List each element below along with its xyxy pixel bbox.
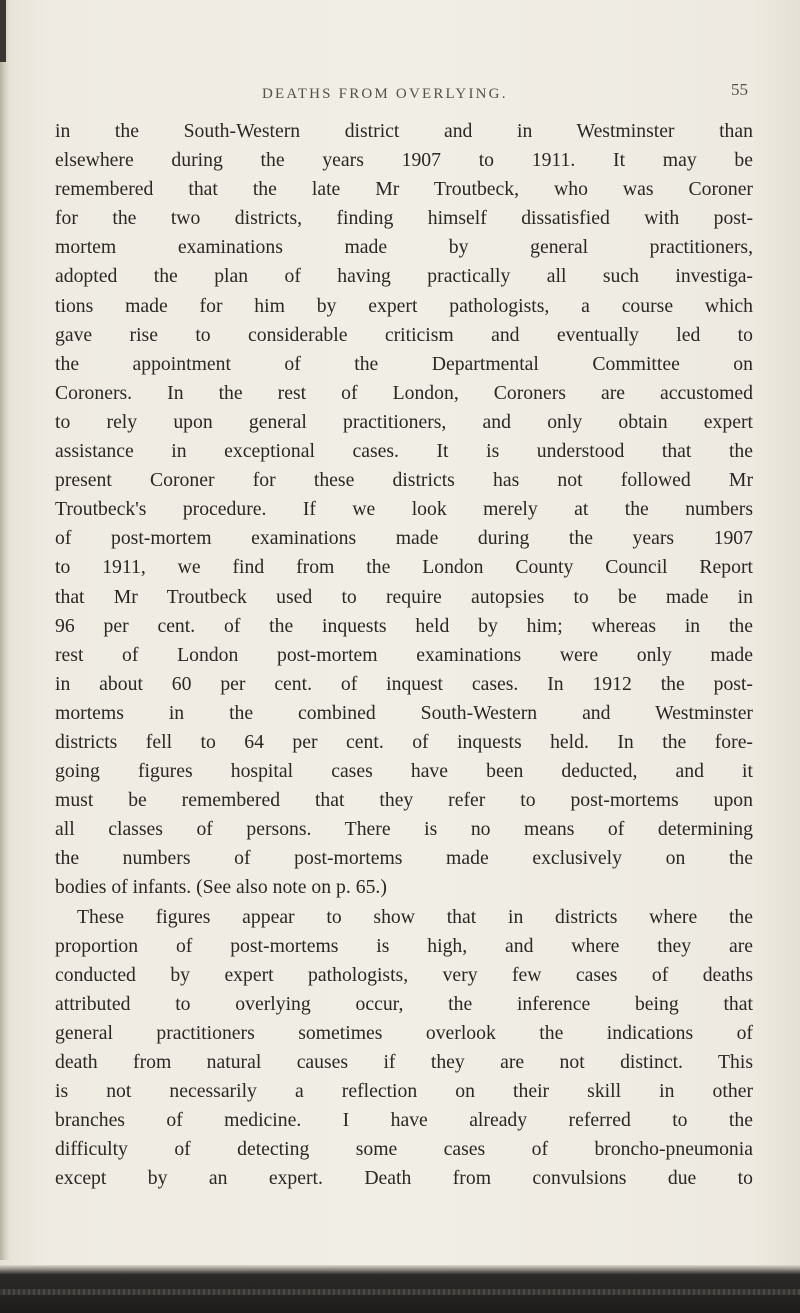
text-line: Coroners. In the rest of London, Coroners are accustomed [55, 381, 753, 404]
text-line: all classes of persons. There is no means of determining [55, 818, 753, 841]
text-line: attributed to overlying occur, the inference being that [55, 992, 753, 1015]
body-text [55, 117, 753, 1193]
text-line: assistance in exceptional cases. It is understood that the [55, 440, 753, 463]
text-line: elsewhere during the years 1907 to 1911. It may be [55, 149, 753, 172]
scan-bottom-stripe [0, 1289, 800, 1295]
text-line: the appointment of the Departmental Committee on [55, 352, 753, 375]
text-line: gave rise to considerable criticism and eventually led to [55, 323, 753, 346]
text-line: general practitioners sometimes overlook the indications of [55, 1021, 753, 1044]
text-line: except by an expert. Death from convulsions due to [55, 1167, 753, 1190]
text-line: conducted by expert pathologists, very few cases of deaths [55, 963, 753, 986]
running-head: DEATHS FROM OVERLYING. [262, 86, 508, 102]
text-line: is not necessarily a reflection on their skill in other [55, 1080, 753, 1103]
text-line: going figures hospital cases have been deducted, and it [55, 760, 753, 783]
text-line: present Coroner for these districts has not followed Mr [55, 469, 753, 492]
text-line: must be remembered that they refer to post-mortems upon [55, 789, 753, 812]
text-line: adopted the plan of having practically all such investiga- [55, 265, 753, 288]
text-line: for the two districts, finding himself dissatisfied with post- [55, 207, 753, 230]
text-line: bodies of infants. (See also note on p. 65.) [55, 876, 387, 899]
text-line: mortems in the combined South-Western and Westminster [55, 701, 753, 724]
text-line: rest of London post-mortem examinations were only made [55, 643, 753, 666]
text-line: that Mr Troutbeck used to require autopsies to be made in [55, 585, 753, 608]
text-line: 96 per cent. of the inquests held by him; whereas in the [55, 614, 753, 637]
text-line: proportion of post-mortems is high, and where they are [55, 934, 753, 957]
text-line: remembered that the late Mr Troutbeck, who was Coroner [55, 178, 753, 201]
page-left-edge-shadow [0, 0, 10, 1260]
text-line: to rely upon general practitioners, and only obtain expert [55, 410, 753, 433]
text-line: Troutbeck's procedure. If we look merely at the numbers [55, 498, 753, 521]
text-line: districts fell to 64 per cent. of inquests held. In the fore- [55, 730, 753, 753]
text-line: These figures appear to show that in districts where the [77, 905, 753, 928]
text-line: in the South-Western district and in Westminster than [55, 120, 753, 142]
text-line: the numbers of post-mortems made exclusively on the [55, 847, 753, 870]
text-line: to 1911, we find from the London County Council Report [55, 556, 753, 579]
page-number: 55 [731, 80, 748, 99]
text-line: death from natural causes if they are not distinct. This [55, 1051, 753, 1073]
text-line: mortem examinations made by general practitioners, [55, 236, 753, 259]
text-line: tions made for him by expert pathologists, a course which [55, 294, 753, 317]
text-line: branches of medicine. I have already referred to the [55, 1109, 753, 1132]
text-line: of post-mortem examinations made during the years 1907 [55, 527, 753, 550]
page-header [0, 80, 800, 110]
text-line: difficulty of detecting some cases of broncho-pneumonia [55, 1138, 753, 1161]
text-line: in about 60 per cent. of inquest cases. In 1912 the post- [55, 672, 753, 695]
binding-mark [0, 0, 6, 62]
